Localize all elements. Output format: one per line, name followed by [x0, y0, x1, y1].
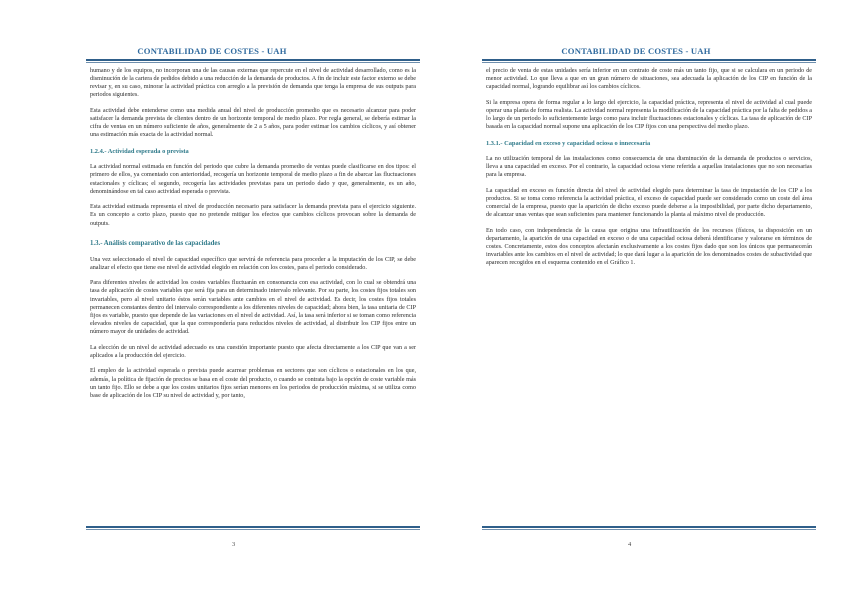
section-heading: 1.3.1.- Capacidad en exceso y capacidad ociosa o innecesaria: [486, 140, 651, 148]
section-heading: 1.3.- Análisis comparativo de las capacidades: [90, 239, 221, 247]
paragraph: La capacidad en exceso es función directa del nivel de actividad elegido para determinar la tasa de imputación de los CIP a los productos. Si se toma como referencia la actividad práctica, el exceso de capacidad puede ser considerado como un coste del área comercial de la empresa, puesto que la aparición de dicho exceso puede deberse a la imposibilidad, por parte dicho departamento, de alcanzar unas ventas que sean suficientes para mantener funcionando la planta al máximo nivel de producción.: [486, 188, 812, 219]
footer-rule: [482, 526, 816, 528]
header-rule: [86, 59, 420, 61]
page-header: CONTABILIDAD DE COSTES - UAH: [561, 46, 711, 56]
footer-rule-thin: [482, 529, 816, 530]
paragraph: Para diferentes niveles de actividad los costes variables fluctuarán en consonancia con esa actividad, con lo cual se obtendrá una tasa de aplicación de costes variables que será fija para un determinado intervalo relevante. Por su parte, los costes fijos totales son invariables, pero al nivel unitario éstos serán variables ante cambios en el nivel de actividad. Es decir, los costes fijos totales permanecen constantes dentro del intervalo correspondiente a los diferentes niveles de capacidad; ahora bien, la tasa unitaria de CIP fijos es variable, puesto que depende de las variaciones en el nivel de actividad. Así, la tasa será inferior si se toman como referencia elevados niveles de capacidad, que la que correspondería para reducidos niveles de actividad, al distribuir los CIP fijos entre un número mayor de unidades de actividad.: [90, 280, 416, 335]
page-number: 4: [628, 541, 632, 548]
page-right: [424, 0, 848, 599]
paragraph: El empleo de la actividad esperada o prevista puede acarrear problemas en sectores que son cíclicos o estacionales en los que, además, la política de fijación de precios se basa en el coste del producto, o cuando se contrata bajo la opción de coste variable más un tanto fijo. Ello se debe a que los costes unitarios fijos serían menores en los periodos de producción máxima, si se utiliza como base de aplicación de los CIP su nivel de actividad y, por tanto,: [90, 368, 416, 399]
paragraph: La no utilización temporal de las instalaciones como consecuencia de una disminución de la demanda de productos o servicios, lleva a una capacidad en exceso. Por el contrario, la capacidad ociosa viene referida a aquellas instalaciones que no son necesarias para la empresa.: [486, 156, 812, 179]
page-left-content: [90, 67, 416, 407]
header-rule: [482, 59, 816, 61]
paragraph: Una vez seleccionado el nivel de capacidad específico que servirá de referencia para proceder a la imputación de los CIP, se debe analizar el efecto que tiene ese nivel de actividad elegido en relación con los costes, para el periodo considerado.: [90, 256, 416, 271]
footer-rule-thin: [86, 529, 420, 530]
page-number: 3: [232, 541, 236, 548]
page-header: CONTABILIDAD DE COSTES - UAH: [137, 46, 287, 56]
section-heading: 1.2.4.- Actividad esperada o prevista: [90, 148, 189, 156]
paragraph: La elección de un nivel de actividad adecuado es una cuestión importante puesto que afecta directamente a los CIP que van a ser aplicados a la producción del ejercicio.: [90, 344, 416, 359]
paragraph: Si la empresa opera de forma regular a lo largo del ejercicio, la capacidad práctica, representa el nivel de actividad al cual puede operar una planta de forma realista. La actividad normal representa la modificación de la capacidad práctica por la falta de pedidos a lo largo de un periodo lo suficientemente largo como para incluir fluctuaciones estacionales y cíclicas. La tasa de aplicación de CIP basada en la capacidad normal supone una aplicación de los CIP fijos con una perspectiva del medio plazo.: [486, 99, 812, 131]
header-rule-thin: [86, 62, 420, 63]
paragraph: La actividad normal estimada en función del periodo que cubre la demanda promedio de ventas puede clasificarse en dos tipos: el primero de ellos, ya comentado con anterioridad, recogería un horizonte temporal de medio plazo a fin de abarcar las fluctuaciones estacionales y cíclicas; el segundo, recogería las actividades previstas para un periodo dado y que, generalmente, es un año, denominándose en tal caso actividad esperada o prevista.: [90, 164, 416, 195]
paragraph: En todo caso, con independencia de la causa que origina una infrautilización de los recursos (físicos, ta disposición en un departamento, la aparición de una capacidad en exceso o de una capacidad ociosa deberá identificarse y valorarse en términos de costes. Concretamente, estos dos conceptos afectarán exclusivamente a los costes fijos dado que son los únicos que permanecerán invariables ante los cambios en el nivel de actividad; lo que dará lugar a la aparición de los denominados costes de subactividad que aparecen recogidos en el esquema contenido en el Gráfico 1.: [486, 228, 812, 267]
footer-rule: [86, 526, 420, 528]
paragraph: el precio de venta de estas unidades sería inferior en un contrato de coste más un tanto fijo, que si se calculara en un periodo de menor actividad. Lo que lleva a que en un gran número de situaciones, sea adecuada la aplicación de los CIP en función de la capacidad normal, logrando equilibrar así los cambios cíclicos.: [486, 68, 812, 91]
header-rule-thin: [482, 62, 816, 63]
paragraph: humano y de los equipos, no incorporan una de las causas externas que repercute en el nivel de actividad desarrollado, como es la disminución de la cartera de pedidos debido a una reducción de la demanda de productos. A fin de incluir este factor externo se debe revisar y, en su caso, minorar la actividad práctica con arreglo a la previsión de demanda que tenga la empresa de sus outputs para periodos siguientes.: [90, 68, 416, 99]
paragraph: Esta actividad estimada representa el nivel de producción necesario para satisfacer la demanda prevista para el ejercicio siguiente. Es un concepto a corto plazo, puesto que no pretende mitigar los efectos que cambios cíclicos provocan sobre la demanda de outputs.: [90, 204, 416, 227]
page-right-content: [486, 67, 812, 275]
paragraph: Esta actividad debe entenderse como una medida anual del nivel de producción promedio que es necesario alcanzar para poder satisfacer la demanda prevista de clientes dentro de un horizonte temporal de medio plazo. Por regla general, se debería estimar la cifra de ventas en un número suficiente de años, generalmente de 2 a 5 años, para poder estimar los cambios cíclicos, y así obtener una estimación más exacta de la actividad normal.: [90, 107, 416, 139]
